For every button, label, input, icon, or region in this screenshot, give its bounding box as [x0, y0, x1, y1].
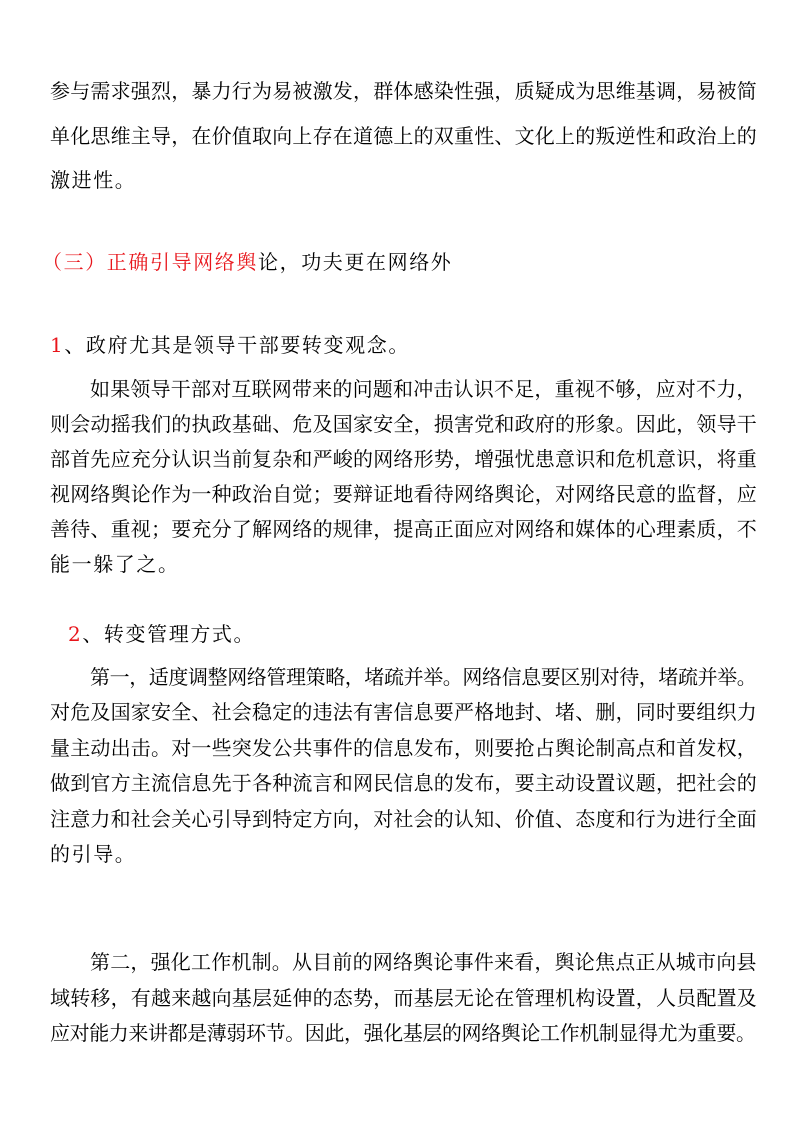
para-1-line-4: 视网络舆论作为一种政治自觉；要辩证地看待网络舆论，对网络民意的监督，应 — [50, 482, 757, 506]
para-1-line-3: 部首先应充分认识当前复杂和严峻的网络形势，增强忧患意识和危机意识，将重 — [50, 447, 757, 471]
para-2-line-3: 量主动出击。对一些突发公共事件的信息发布，则要抢占舆论制高点和首发权， — [50, 736, 757, 760]
item-2-number: 2 — [68, 622, 83, 646]
item-2-heading — [68, 620, 255, 648]
para-3-line-2: 域转移，有越来越向基层延伸的态势，而基层无论在管理机构设置，人员配置及 — [50, 986, 757, 1010]
item-1-heading — [50, 331, 410, 359]
para-3-line-1: 第二，强化工作机制。从目前的网络舆论事件来看，舆论焦点正从城市向县 — [90, 950, 757, 974]
item-1-text: 、政府尤其是领导干部要转变观念。 — [64, 333, 410, 357]
intro-line-3: 激进性。 — [50, 168, 137, 192]
para-1-line-6: 能一躲了之。 — [50, 552, 180, 576]
section-heading-3 — [42, 248, 452, 276]
para-2-line-2: 对危及国家安全、社会稳定的违法有害信息要严格地封、堵、删，同时要组织力 — [50, 700, 757, 724]
para-3-line-3: 应对能力来讲都是薄弱环节。因此，强化基层的网络舆论工作机制显得尤为重要。 — [50, 1021, 756, 1045]
intro-line-2: 单化思维主导，在价值取向上存在道德上的双重性、文化上的叛逆性和政治上的 — [50, 124, 757, 148]
para-2-line-1: 第一，适度调整网络管理策略，堵疏并举。网络信息要区别对待，堵疏并举。 — [90, 665, 757, 689]
para-1-line-5: 善待、重视；要充分了解网络的规律，提高正面应对网络和媒体的心理素质，不 — [50, 517, 757, 541]
intro-line-1: 参与需求强烈，暴力行为易被激发，群体感染性强，质疑成为思维基调，易被简 — [50, 79, 757, 103]
item-1-number: 1 — [50, 333, 65, 357]
section-heading-red-part: （三）正确引导网络舆 — [42, 250, 258, 274]
para-1-line-1: 如果领导干部对互联网带来的问题和冲击认识不足，重视不够，应对不力， — [90, 377, 757, 401]
para-2-line-5: 注意力和社会关心引导到特定方向，对社会的认知、价值、态度和行为进行全面 — [50, 807, 757, 831]
section-heading-black-part: 论，功夫更在网络外 — [258, 250, 453, 274]
para-2-line-6: 的引导。 — [50, 842, 137, 866]
para-1-line-2: 则会动摇我们的执政基础、危及国家安全，损害党和政府的形象。因此，领导干 — [50, 412, 757, 436]
para-2-line-4: 做到官方主流信息先于各种流言和网民信息的发布，要主动设置议题，把社会的 — [50, 771, 757, 795]
item-2-text: 、转变管理方式。 — [82, 622, 256, 646]
